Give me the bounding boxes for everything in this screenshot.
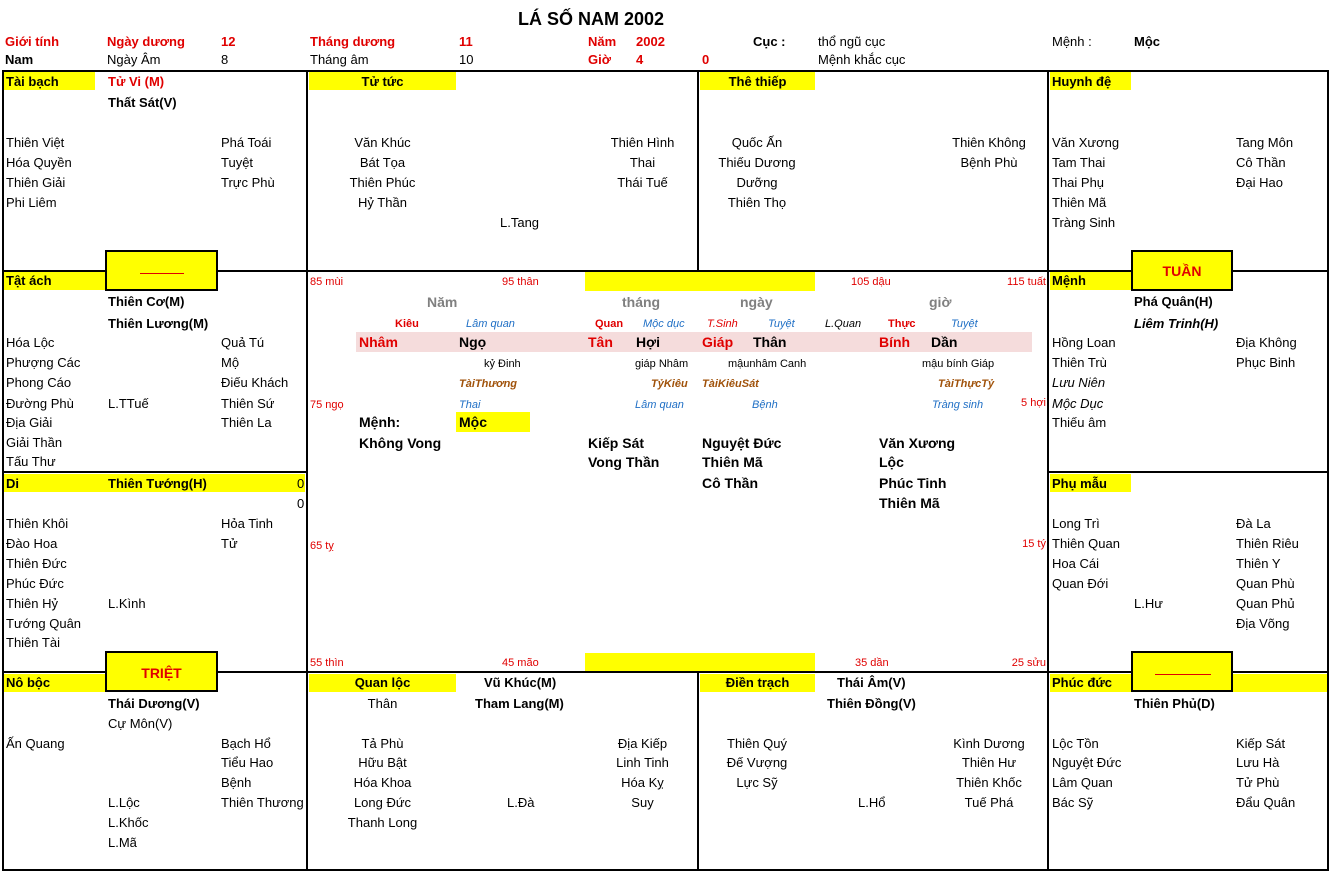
star: Lưu Niên [1052,375,1106,390]
menh-label: Mệnh : [1052,34,1092,49]
star: Thiên Trù [1052,355,1107,370]
grid-line [697,671,699,871]
star: Thiên Y [1236,556,1281,571]
star: Tam Thai [1052,155,1106,170]
star: Văn Khúc [354,135,411,150]
palace-title-dientrach: Điền trạch [725,675,790,690]
special-star: Không Vong [359,435,442,451]
age-label: 115 tuất [1007,276,1046,288]
grid-line [2,70,1329,72]
palace-title-noboc: Nô bộc [6,675,51,690]
star: Tràng Sinh [1052,215,1116,230]
star: Hóa Quyền [6,155,72,170]
gender-label: Giới tính [5,34,60,49]
star: Địa Giải [6,415,53,430]
age-label: 55 thìn [310,657,344,669]
grid-line [307,270,1050,272]
star: Bát Tọa [359,155,406,170]
star: Quan Phủ [1236,596,1295,611]
star: Thiên Giải [6,175,66,190]
star: Hóa Lộc [6,335,55,350]
palace-title-di: Di [6,476,19,491]
star: Thiếu âm [1052,415,1107,430]
palace-title-menh: Mệnh [1052,273,1086,288]
zero-value: 0 [297,476,305,491]
ten-gods: TàiThựcTỷ [938,378,995,390]
ten-gods: TàiKiêuSát [702,378,759,390]
star: Đế Vượng [726,755,788,770]
star: Thiên Khốc [956,775,1022,790]
star: Tuyệt [221,155,254,170]
star: L.Hư [1134,596,1163,611]
star: Đà La [1236,516,1271,531]
pillar-header-hour: giờ [929,294,952,310]
main-star: Thiên Lương(M) [108,316,209,331]
star: Thiên Khôi [6,516,69,531]
year-label: Năm [588,34,617,49]
grid-line [1327,70,1329,871]
star: Thiên Sứ [221,396,275,411]
grid-line [2,869,1329,871]
star: L.Lộc [108,795,140,810]
main-star: Tham Lang(M) [475,696,564,711]
main-star: Thiên Phủ(D) [1134,696,1215,711]
hour-label: Giờ [588,52,611,67]
palace-title-taibach: Tài bạch [6,74,59,89]
star: Thiên Phúc [349,175,416,190]
star: Thai [629,155,656,170]
star: Lực Sỹ [736,775,778,790]
palace-title-thethiep: Thê thiếp [728,74,787,89]
star: Thiên Thọ [727,195,787,210]
star: Hữu Bật [358,755,407,770]
hour-value: 4 [636,52,644,67]
lunar-month-label: Tháng âm [310,52,369,67]
grid-line [1048,471,1329,473]
star: Giải Thần [6,435,63,450]
star: L.Hổ [858,795,886,810]
star: Hóa Kỵ [621,775,664,790]
star: Thiên Đức [6,556,67,571]
pillar-stage: Mộc dục [643,318,685,330]
star: Văn Xương [1052,135,1120,150]
star: Dưỡng [736,175,778,190]
life-stage: Lâm quan [635,399,684,411]
star: Lộc Tồn [1052,736,1099,751]
star: Lưu Hà [1236,755,1280,770]
empty-box-tatach [105,250,218,291]
heavenly-stem: Bính [879,334,911,350]
star: Hóa Khoa [353,775,412,790]
grid-line [2,70,4,871]
special-star: Kiếp Sát [588,435,645,451]
star: Địa Võng [1236,616,1290,631]
main-star: Thái Âm(V) [837,675,906,690]
star: Đường Phù [6,396,74,411]
pillar-god: Kiêu [395,318,419,330]
palace-title-tutuc: Tử tức [361,74,404,89]
special-star: Cô Thần [702,475,758,491]
star: Thiên Việt [6,135,65,150]
star: Ấn Quang [6,736,65,751]
pillar-stage: Tuyệt [951,318,978,330]
cuc-label: Cục : [753,34,786,49]
star: Thiên Hình [610,135,675,150]
star: Tướng Quân [6,616,82,631]
star: Bệnh [221,775,252,790]
star: Quả Tú [221,335,265,350]
earthly-branch: Ngọ [459,334,487,350]
star: Thai Phụ [1052,175,1105,190]
hidden-stems: giáp Nhâm [635,358,689,370]
pillar-god: Thực [888,318,916,330]
star: Quốc Ấn [731,135,783,150]
star: Tuế Phá [964,795,1014,810]
center-bottom-band [585,653,815,671]
special-star: Vong Thần [588,454,660,470]
pillar-god: Quan [595,318,624,330]
star: Bác Sỹ [1052,795,1094,810]
age-label: 15 tý [1022,538,1046,550]
pillar-god: L.Quan [825,318,862,330]
star: Thiên Riêu [1236,536,1299,551]
center-top-band [585,272,815,291]
hidden-stems: mậunhâm Canh [728,358,807,370]
solar-day-label: Ngày dương [107,34,185,49]
hidden-stems: kỷ Đinh [484,358,521,370]
main-star: Thiên Cơ(M) [108,294,185,309]
star: Địa Không [1236,335,1297,350]
gender-value: Nam [5,52,34,67]
star: Thiên Quý [727,736,787,751]
cuc-value: thổ ngũ cục [818,34,886,49]
age-label: 75 ngọ [310,399,344,411]
center-menh-value: Mộc [459,414,487,430]
star: Lâm Quan [1052,775,1113,790]
star: Thiên La [221,415,272,430]
special-star: Nguyệt Đức [702,435,782,451]
earthly-branch: Dần [931,334,958,350]
pillar-header-day: ngày [740,294,773,310]
star: Địa Kiếp [617,736,668,751]
menh-khac-cuc: Mệnh khắc cục [818,52,906,67]
main-star: Phá Quân(H) [1134,294,1213,309]
star: Suy [631,795,654,810]
pillar-stage: Lâm quan [466,318,515,330]
age-label: 65 tỵ [310,540,334,552]
main-star: Thiên Đồng(V) [827,696,916,711]
main-star: Tử Vi (M) [108,74,165,89]
age-label: 25 sửu [1011,657,1046,669]
age-label: 5 hợi [1021,397,1046,409]
star: Phong Cáo [6,375,72,390]
grid-line [306,70,308,871]
special-star: Phúc Tinh [879,475,947,491]
star: Tử Phù [1236,775,1280,790]
life-stage: Tràng sinh [932,399,984,411]
hidden-stems: mậu bính Giáp [922,358,995,370]
age-label: 85 mùi [310,276,344,288]
earthly-branch: Thân [753,334,787,350]
star: L.Tang [500,215,540,230]
age-label: 45 mão [502,657,539,669]
pillar-header-month: tháng [622,294,661,310]
solar-month-label: Tháng dương [310,34,396,49]
star: L.Đà [507,795,535,810]
lunar-month-value: 10 [459,52,474,67]
main-star: Thiên Tướng(H) [108,476,207,491]
special-star: Lộc [879,454,904,470]
earthly-branch: Hợi [636,334,660,350]
star: Tang Môn [1236,135,1294,150]
star: Thiếu Dương [718,155,796,170]
year-value: 2002 [636,34,665,49]
heavenly-stem: Giáp [702,334,734,350]
special-star: Thiên Mã [702,454,763,470]
star: Tả Phù [361,736,404,751]
star: Thiên Quan [1052,536,1120,551]
star: Hỏa Tinh [221,516,274,531]
grid-line [697,70,699,272]
menh-value: Mộc [1134,34,1160,49]
star: L.Kình [108,596,146,611]
tuan-box: TUẦN [1131,250,1233,291]
star: Trực Phù [221,175,275,190]
star: Thanh Long [347,815,418,830]
star: Cô Thần [1236,155,1286,170]
star: Thiên Mã [1052,195,1107,210]
star: Phúc Đức [6,576,64,591]
star: Mộ [221,355,240,370]
main-star: Thất Sát(V) [108,95,177,110]
pillar-god: T.Sinh [707,318,738,330]
star: Đẩu Quân [1236,795,1296,810]
star: Đào Hoa [6,536,58,551]
life-stage: Thai [459,399,481,411]
star: Hỷ Thần [358,195,407,210]
star: Nguyệt Đức [1052,755,1122,770]
empty-box-phucduc [1131,651,1233,692]
main-star: Cự Môn(V) [108,716,173,731]
star: Thiên Tài [6,635,60,650]
grid-line [2,471,308,473]
than-marker: Thân [367,696,398,711]
star: Thiên Hư [961,755,1017,770]
star: L.TTuế [108,396,149,411]
star: Điếu Khách [221,375,289,390]
triet-box: TRIỆT [105,651,218,692]
star: Thiên Không [952,135,1026,150]
zero-value: 0 [297,496,305,511]
heavenly-stem: Nhâm [359,334,398,350]
star: Quan Phù [1236,576,1295,591]
star: Thái Tuế [617,175,668,190]
page-title: LÁ SỐ NAM 2002 [518,9,665,29]
lunar-day-value: 8 [221,52,229,67]
grid-line [1047,70,1049,871]
star: Bạch Hổ [221,736,271,751]
star: Phượng Các [6,355,81,370]
palace-title-quanloc: Quan lộc [354,675,411,690]
main-star: Vũ Khúc(M) [484,675,557,690]
lunar-day-label: Ngày Âm [107,52,161,67]
star: Bệnh Phù [960,155,1018,170]
age-label: 35 dần [855,657,889,669]
star: Thiên Hỷ [6,596,59,611]
palace-title-phumau: Phụ mẫu [1052,476,1107,491]
hour-extra: 0 [702,52,710,67]
special-star: Văn Xương [879,435,956,451]
special-star: Thiên Mã [879,495,940,511]
star: L.Mã [108,835,137,850]
star: Tiểu Hao [221,755,274,770]
star: Phi Liêm [6,195,57,210]
center-menh-label: Mệnh: [359,414,401,430]
star: Hồng Loan [1052,335,1116,350]
star: Kình Dương [953,736,1025,751]
star: Hoa Cái [1052,556,1099,571]
life-stage: Bệnh [752,399,778,411]
star: Mộc Dục [1052,396,1104,411]
star: Tử [221,536,238,551]
star: Tấu Thư [6,454,56,469]
heavenly-stem: Tân [588,334,613,350]
star: Long Đức [353,795,412,810]
star: Đại Hao [1236,175,1283,190]
solar-day-value: 12 [221,34,236,49]
ten-gods: TàiThương [459,378,518,390]
pillar-stage: Tuyệt [768,318,795,330]
star: Quan Đới [1052,576,1109,591]
star: Thiên Thương [221,795,304,810]
palace-title-phucduc: Phúc đức [1052,675,1112,690]
star: Phá Toái [221,135,272,150]
solar-month-value: 11 [459,34,473,49]
pillar-header-year: Năm [427,294,458,310]
star: Linh Tinh [616,755,669,770]
star: Long Trì [1052,516,1100,531]
palace-title-huynhde: Huynh đệ [1052,74,1112,89]
star: L.Khốc [108,815,149,830]
palace-title-tatach: Tật ách [6,273,52,288]
star: Phục Binh [1236,355,1296,370]
age-label: 105 dậu [851,276,891,288]
main-star: Thái Dương(V) [108,696,200,711]
main-star: Liêm Trinh(H) [1134,316,1219,331]
ten-gods: TỷKiêu [651,378,688,390]
age-label: 95 thân [502,276,539,288]
star: Kiếp Sát [1236,736,1286,751]
